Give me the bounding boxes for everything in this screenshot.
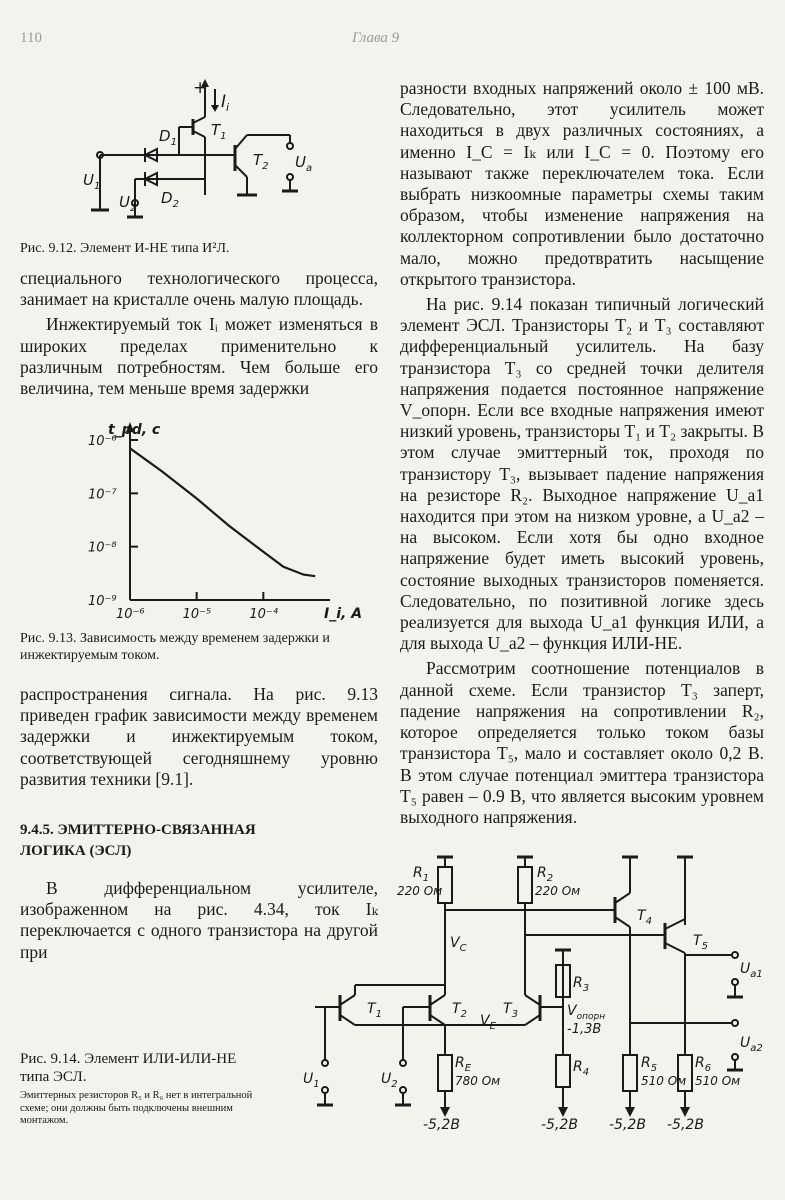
svg-text:Vопорн: $V_{опорн}$: [567, 1003, 606, 1022]
svg-text:Ua1: $U_{a1}$: [740, 961, 763, 980]
resistor-icon: [438, 1055, 452, 1091]
svg-text:VE: $V_E$: [480, 1013, 496, 1032]
y-tick-label: 10⁻⁹: [88, 594, 117, 609]
x-axis-label: I_i, A: [324, 606, 363, 622]
svg-text:T3: $T_3$: [503, 1001, 518, 1020]
svg-text:T4: $T_4$: [637, 908, 652, 927]
svg-text:T1: $T_1$: [367, 1001, 382, 1020]
svg-text:220 Ом: 220 Ом: [397, 884, 443, 898]
svg-text:R6: $R_6$: [695, 1055, 712, 1074]
y-axis-label: t_pd, c: [108, 422, 161, 438]
svg-text:U2: $U_2$: [119, 193, 137, 214]
svg-text:510 Ом: 510 Ом: [641, 1074, 687, 1088]
running-header: Глава 9: [352, 30, 400, 46]
x-tick-label: 10⁻⁵: [182, 607, 212, 622]
svg-text:220 Ом: 220 Ом: [535, 884, 581, 898]
paragraph: На рис. 9.14 показан типичный логический элемент ЭСЛ. Транзисторы T₂ и T₃ составляют дифференциальный усилитель. На базу транзистора T₃ со средней точки делителя напряжения подается постоянное напряжение V_опорн. Если все входные напряжения имеют низкий уровень, транзисторы T₁ и T₂ закрыты. В этом случае эмиттерный ток, проходя по транзистору T₃, вызывает падение напряжения на резисторе R₂. Выходное напряжение U_a1 находится при этом на низком уровне, а U_a2 – на высоком. Если хотя бы одно входное напряжение будет иметь высокий уровень, состояние выходных транзисторов поменяется. Следовательно, по позитивной логике здесь реализуется для выхода U_a1 функция ИЛИ, а для выхода U_a2 – функция ИЛИ-НЕ.: [400, 294, 764, 654]
paragraph: распространения сигнала. На рис. 9.13 приведен график зависимости между временем задержки и инжектируемым током, соответствующей сегодняшнему уровню развития техники [9.1].: [20, 684, 378, 789]
resistor-icon: [556, 1055, 570, 1087]
y-tick-label: 10⁻⁷: [88, 487, 117, 503]
svg-text:U1: $U_1$: [83, 171, 101, 192]
svg-text:-5,2В: -5,2В: [423, 1117, 460, 1133]
svg-text:-5,2В: -5,2В: [609, 1117, 646, 1133]
x-tick-label: 10⁻⁶: [116, 607, 145, 622]
figure-9-12-circuit: [75, 75, 315, 235]
svg-text:R4: $R_4$: [573, 1059, 590, 1078]
paragraph: разности входных напряжений около ± 100 мВ. Следовательно, этот усилитель может находиться в двух различных состояниях, а именно I_C = Iₖ или I_C = 0. Поэтому его называют также переключателем тока. Если выбрать низкоомные параметры схемы таким образом, чтобы изменение напряжения на коллекторном сопротивлении было достаточно мало, можно предотвратить насыщение открытого транзистора.: [400, 78, 764, 289]
figure-9-13-caption: Рис. 9.13. Зависимость между временем задержки и инжектируемым током.: [20, 631, 330, 663]
page-number: 110: [20, 30, 42, 46]
svg-text:780 Ом: 780 Ом: [455, 1074, 501, 1088]
left-column-top: [20, 268, 378, 399]
paragraph: специального технологического процесса, занимает на кристалле очень малую площадь.: [20, 268, 378, 310]
right-column: [400, 78, 764, 828]
paragraph: Инжектируемый ток Iᵢ может изменяться в широких пределах применительно к различным потребностям. Чем больше его величина, тем меньше время задержки: [20, 314, 378, 399]
svg-text:-5,2В: -5,2В: [667, 1117, 704, 1133]
svg-text:Ii: $I_i$: [221, 92, 230, 114]
svg-text:R2: $R_2$: [537, 865, 554, 884]
svg-text:510 Ом: 510 Ом: [695, 1074, 741, 1088]
svg-text:T1: $T_1$: [211, 121, 227, 142]
svg-text:R3: $R_3$: [573, 975, 590, 994]
figure-9-12-caption: Рис. 9.12. Элемент И-НЕ типа И²Л.: [20, 241, 230, 256]
section-heading: 9.4.5. ЭМИТТЕРНО-СВЯЗАННАЯ ЛОГИКА (ЭСЛ): [20, 822, 256, 859]
arrow-down-icon: [211, 105, 219, 112]
resistor-icon: [623, 1055, 637, 1091]
svg-text:RE: $R_E$: [455, 1055, 472, 1074]
paragraph: В дифференциальном усилителе, изображенном на рис. 4.34, ток Iₖ переключается с одного транзистора на другой при: [20, 878, 378, 962]
figure-9-14-circuit: [295, 855, 765, 1133]
plus-label: +: [193, 78, 208, 98]
y-tick-label: 10⁻⁸: [88, 540, 117, 556]
svg-text:VC: $V_C$: [450, 935, 467, 954]
left-column-middle: [20, 684, 378, 790]
svg-text:Ua2: $U_{a2}$: [740, 1035, 763, 1054]
figure-9-14-note: Эмиттерных резисторов R₅ и R₆ нет в интегральной схеме; они должны быть подключены внешним монтажом.: [20, 1090, 253, 1126]
svg-text:T2: $T_2$: [452, 1001, 467, 1020]
svg-text:R5: $R_5$: [641, 1055, 658, 1074]
svg-text:U2: $U_2$: [381, 1071, 398, 1090]
svg-text:R1: $R_1$: [413, 865, 430, 884]
svg-text:-1,3В: -1,3В: [567, 1022, 602, 1037]
y-tick-label: 10⁻⁶: [88, 434, 117, 449]
svg-text:Ua: $U_a$: [295, 153, 313, 174]
svg-text:U1: $U_1$: [303, 1071, 320, 1090]
figure-9-14-caption: Рис. 9.14. Элемент ИЛИ-ИЛИ-НЕ типа ЭСЛ.: [20, 1051, 237, 1085]
svg-text:D1: $D_1$: [159, 127, 177, 148]
x-tick-label: 10⁻⁴: [249, 607, 278, 622]
resistor-icon: [518, 867, 532, 903]
series-line-t_pd: [130, 448, 315, 576]
paragraph: Рассмотрим соотношение потенциалов в данной схеме. Если транзистор T₃ заперт, падение напряжения на сопротивлении R₂, которое определяется только током базы транзистора T₅, мало и составляет около 0,2 В. В этом случае потенциал эмиттера транзистора T₅ равен – 0.9 В, что является высоким уровнем выходного напряжения.: [400, 658, 764, 827]
svg-text:T2: $T_2$: [253, 151, 269, 172]
svg-text:D2: $D_2$: [161, 189, 179, 210]
figure-9-13-chart: [80, 418, 363, 628]
svg-text:-5,2В: -5,2В: [541, 1117, 578, 1133]
svg-text:T5: $T_5$: [693, 933, 708, 952]
